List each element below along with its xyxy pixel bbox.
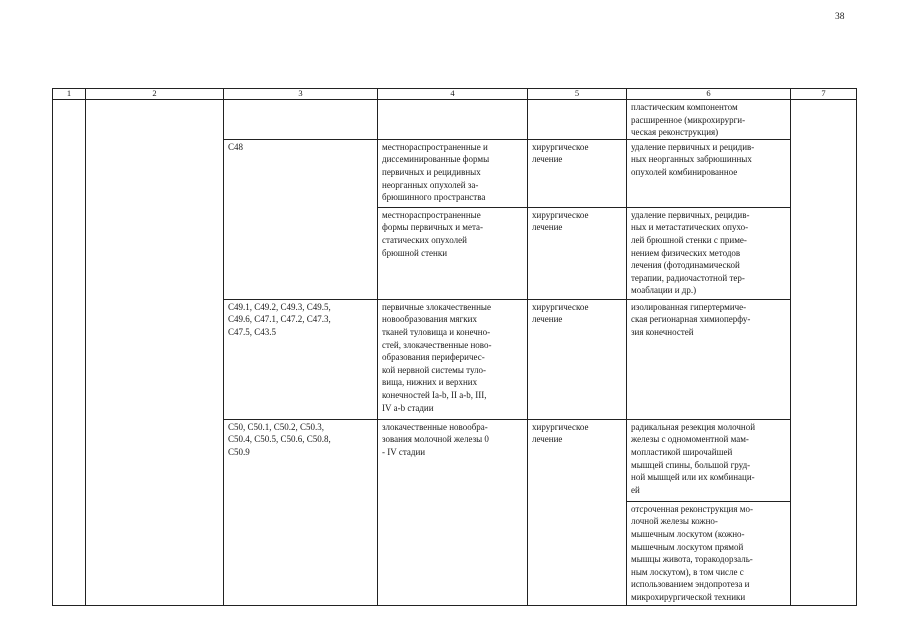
page-number: 38	[835, 12, 845, 22]
column-number: 6	[627, 89, 791, 100]
method-cell: пластическим компонентом расширенное (микрохирурги- ческая реконструкция)	[627, 100, 791, 140]
diagnosis-cell: местнораспространенные формы первичных и мета- статических опухолей брюшной стенки	[378, 207, 528, 299]
col1-cell	[53, 100, 86, 606]
method-cell: удаление первичных, рецидив- ных и метастатических опухо- лей брюшной стенки с приме- нением физических методов лечения (фотодинамической терапии, радиочастотной тер- моаблации и др.)	[627, 207, 791, 299]
method-cell: изолированная гипертермиче- ская регионарная химиоперфу- зия конечностей	[627, 299, 791, 419]
column-number-row	[53, 89, 857, 100]
icd-code-cell: C49.1, C49.2, C49.3, C49.5, C49.6, C47.1, C47.2, C47.3, C47.5, C43.5	[224, 299, 378, 419]
diagnosis-cell: злокачественные новообра- зования молочной железы 0 - IV стадии	[378, 419, 528, 605]
method-cell: удаление первичных и рецидив- ных неорганных забрюшинных опухолей комбинированное	[627, 139, 791, 207]
treatment-type-cell: хирургическое лечение	[528, 207, 627, 299]
treatment-type-cell: хирургическое лечение	[528, 299, 627, 419]
column-number: 4	[378, 89, 528, 100]
col7-cell	[791, 100, 857, 606]
column-number: 5	[528, 89, 627, 100]
method-cell: радикальная резекция молочной железы с одномоментной мам- мопластикой широчайшей мышцей спины, большой груд- ной мышцей или их комбинаци- ей	[627, 419, 791, 501]
treatment-type-cell: хирургическое лечение	[528, 139, 627, 207]
treatment-type-cell	[528, 100, 627, 140]
icd-code-cell	[224, 100, 378, 140]
diagnosis-cell: местнораспространенные и диссеминированные формы первичных и рецидивных неорганных опухолей за- брюшинного пространства	[378, 139, 528, 207]
procedures-table	[52, 88, 857, 606]
icd-code-cell: C48	[224, 139, 378, 299]
table-row	[53, 100, 857, 140]
col2-cell	[86, 100, 224, 606]
treatment-type-cell: хирургическое лечение	[528, 419, 627, 605]
column-number: 3	[224, 89, 378, 100]
method-cell: отсроченная реконструкция мо- лочной железы кожно- мышечным лоскутом (кожно- мышечным лоскутом прямой мышцы живота, торакодорзаль- ным лоскутом), в том числе с использованием эндопротеза и микрохирургической техники	[627, 501, 791, 605]
diagnosis-cell	[378, 100, 528, 140]
column-number: 2	[86, 89, 224, 100]
icd-code-cell: C50, C50.1, C50.2, C50.3, C50.4, C50.5, C50.6, C50.8, C50.9	[224, 419, 378, 605]
diagnosis-cell: первичные злокачественные новообразования мягких тканей туловища и конечно- стей, злокачественные ново- образования периферичес- кой нервной системы туло- вища, нижних и верхних конечностей Ia-b, II a-b, III, IV a-b стадии	[378, 299, 528, 419]
column-number: 1	[53, 89, 86, 100]
column-number: 7	[791, 89, 857, 100]
